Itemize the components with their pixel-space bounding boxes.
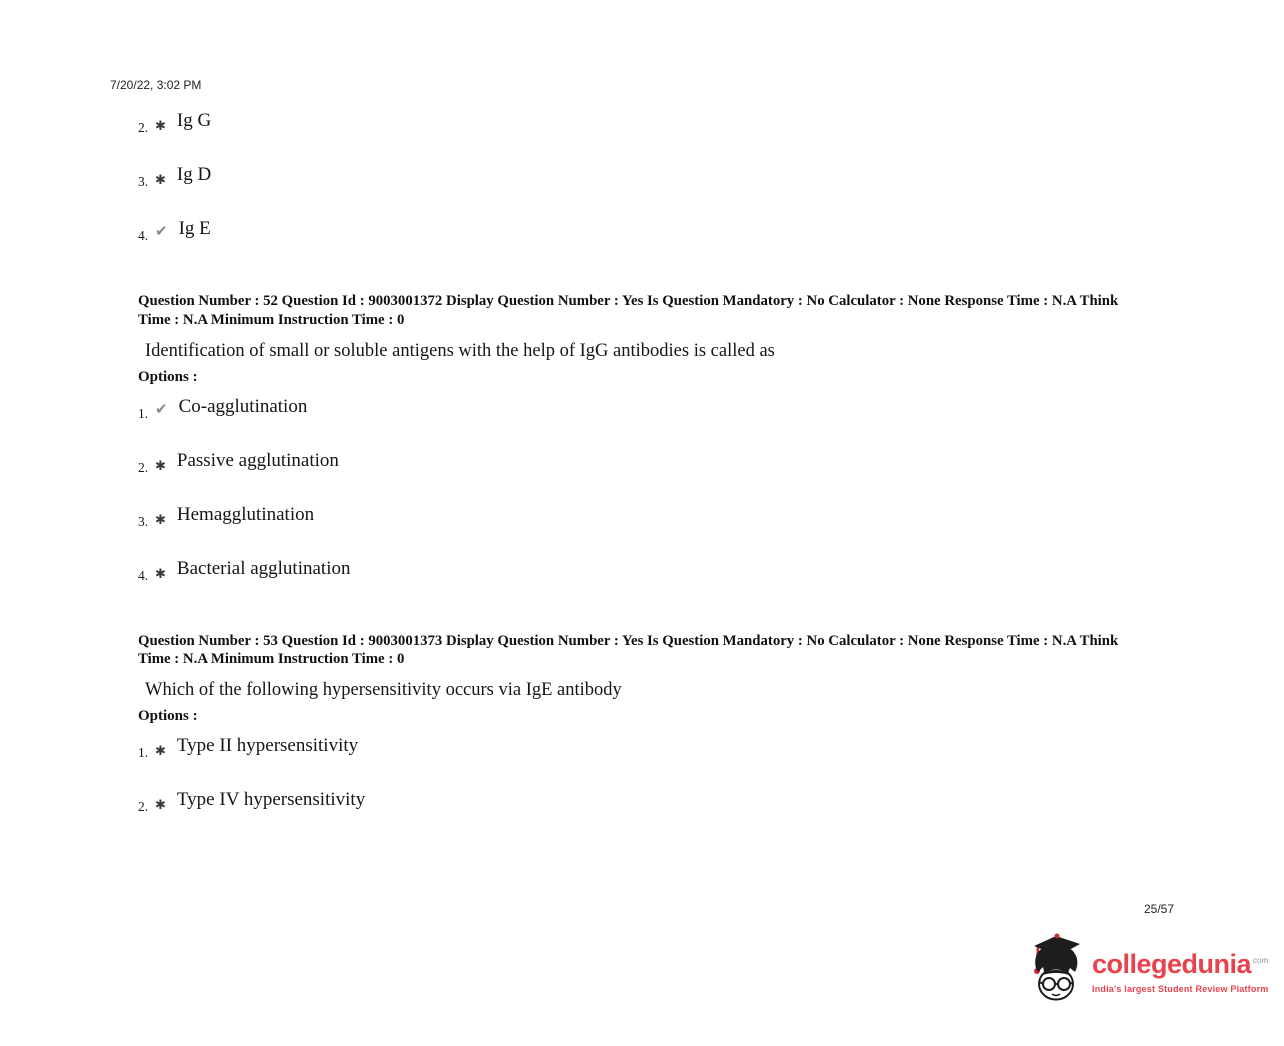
- wrong-answer-icon: ✱: [155, 511, 166, 527]
- option-row: [138, 556, 1148, 584]
- option-row: [138, 108, 1148, 136]
- wrong-answer-icon: ✱: [155, 118, 166, 133]
- page-number: 25/57: [1144, 902, 1175, 916]
- option-row: [138, 787, 1148, 815]
- page-content: [138, 100, 1148, 841]
- option-row: [138, 733, 1148, 761]
- question-text: Which of the following hypersensitivity occurs via IgE antibody: [145, 680, 622, 701]
- question-53: [138, 632, 1148, 816]
- option-row: [138, 448, 1148, 476]
- option-number: 2.: [138, 120, 149, 135]
- wrong-answer-icon: ✱: [155, 565, 166, 581]
- option-number: 4.: [138, 228, 149, 243]
- option-label: Ig E: [178, 218, 211, 239]
- option-label: Passive agglutination: [176, 449, 339, 471]
- option-number: 1.: [138, 405, 149, 421]
- wrong-answer-icon: ✱: [155, 743, 166, 759]
- option-number: 4.: [138, 567, 149, 583]
- options-heading: Options :: [138, 708, 198, 725]
- question-53-options: [138, 733, 1148, 815]
- brand-tagline: India's largest Student Review Platform: [1092, 984, 1269, 994]
- question-text: Identification of small or soluble antigens with the help of IgG antibodies is called as: [145, 340, 775, 361]
- option-label: Ig D: [176, 164, 212, 185]
- option-label: Hemagglutination: [176, 503, 315, 525]
- question-metadata: Question Number : 52 Question Id : 9003001372 Display Question Number : Yes Is Question Mandatory : No Calculator : None Response Time : N.A Think Time : N.A Minimum Instruction Time : 0: [138, 293, 1119, 328]
- option-label: Bacterial agglutination: [176, 557, 351, 579]
- wrong-answer-icon: ✱: [155, 172, 166, 187]
- option-number: 3.: [138, 174, 149, 189]
- option-row: [138, 502, 1148, 530]
- option-row: [138, 394, 1148, 422]
- option-number: 2.: [138, 799, 149, 815]
- wrong-answer-icon: ✱: [155, 797, 166, 813]
- option-number: 2.: [138, 459, 149, 475]
- option-row: [138, 216, 1148, 244]
- option-label: Type II hypersensitivity: [176, 735, 359, 757]
- correct-answer-icon: ✔: [155, 224, 168, 240]
- question-52-options: [138, 394, 1148, 584]
- option-number: 3.: [138, 513, 149, 529]
- option-label: Ig G: [176, 110, 212, 131]
- option-label: Type IV hypersensitivity: [176, 789, 366, 811]
- brand-name: collegedunia: [1092, 949, 1252, 979]
- correct-answer-icon: ✔: [155, 401, 168, 418]
- question-52: [138, 292, 1148, 584]
- collegedunia-mascot-icon: [1028, 930, 1084, 1013]
- option-number: 1.: [138, 745, 149, 761]
- option-row: [138, 162, 1148, 190]
- option-label: Co-agglutination: [178, 395, 308, 417]
- options-heading: Options :: [138, 368, 198, 385]
- wrong-answer-icon: ✱: [155, 457, 166, 473]
- print-timestamp: 7/20/22, 3:02 PM: [110, 78, 202, 92]
- previous-question-options: [138, 108, 1148, 244]
- brand-suffix: com: [1253, 956, 1269, 965]
- logo-text: [1092, 949, 1268, 994]
- collegedunia-logo: [1028, 930, 1268, 1013]
- question-metadata: Question Number : 53 Question Id : 9003001373 Display Question Number : Yes Is Question Mandatory : No Calculator : None Response Time : N.A Think Time : N.A Minimum Instruction Time : 0: [138, 632, 1119, 668]
